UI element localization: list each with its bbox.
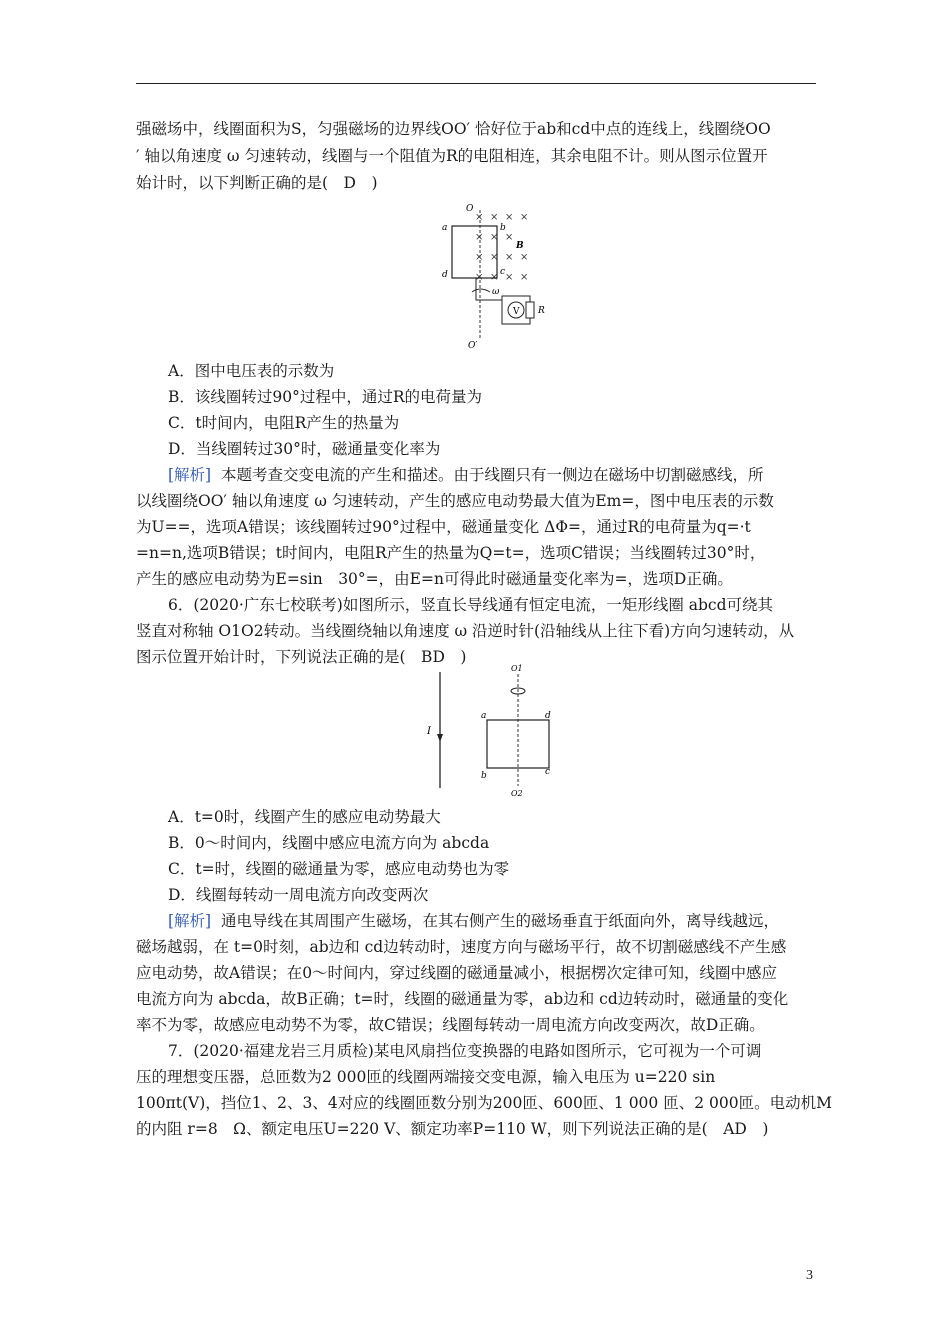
q6-stem-line-2: 竖直对称轴 O1O2转动。当线圈绕轴以角速度 ω 沿逆时针(沿轴线从上往下看)方向匀速转动，从 <box>136 622 795 640</box>
label-i: I <box>427 726 431 737</box>
q5-option-d: D．当线圈转过30°时，磁通量变化率为 <box>168 440 441 458</box>
label-a6: a <box>481 711 487 721</box>
q6-analysis-line-1 <box>168 910 779 932</box>
q5-stem-line-3: 始计时，以下判断正确的是( D ) <box>136 174 378 192</box>
q6-option-a: A．t=0时，线圈产生的感应电动势最大 <box>168 808 441 826</box>
q7-stem-line-4: 的内阻 r=8 Ω、额定电压U=220 V、额定功率P=110 W，则下列说法正确的是( AD ) <box>136 1120 769 1138</box>
label-c6: c <box>545 767 551 777</box>
q7-stem-line-2: 压的理想变压器，总匝数为2 000匝的线圈两端接交变电源，输入电压为 u=220 sin <box>136 1068 716 1086</box>
q7-stem-line-1: 7．(2020·福建龙岩三月质检)某电风扇挡位变换器的电路如图所示，它可视为一个可调 <box>168 1042 762 1060</box>
label-b: b <box>500 223 506 233</box>
svg-text:×: × <box>520 272 529 283</box>
svg-text:×: × <box>520 252 529 263</box>
label-r: R <box>538 306 545 316</box>
q6-analysis-tag: [解析] <box>168 912 212 930</box>
q6-option-d: D．线圈每转动一周电流方向改变两次 <box>168 886 429 904</box>
q6-option-c: C．t=时，线圈的磁通量为零，感应电动势也为零 <box>168 860 510 878</box>
header-rule <box>136 83 816 84</box>
q5-analysis-line-5: 产生的感应电动势为E=sin 30°=，由E=n可得此时磁通量变化率为=，选项D正确。 <box>136 570 733 588</box>
label-v: V <box>513 307 520 317</box>
svg-text:×: × <box>475 232 484 243</box>
label-o: O <box>466 204 474 214</box>
q5-analysis-line-3: 为U==，选项A错误；该线圈转过90°过程中，磁通量变化 ΔΦ=，通过R的电荷量为q=·t <box>136 518 751 536</box>
label-b6: b <box>481 771 487 781</box>
resistor-icon <box>526 302 534 318</box>
svg-text:×: × <box>505 212 514 223</box>
svg-text:×: × <box>520 212 529 223</box>
q5-analysis-tag: [解析] <box>168 466 212 484</box>
q5-option-c: C．t时间内，电阻R产生的热量为 <box>168 414 400 432</box>
q6-analysis-line-3: 应电动势，故A错误；在0～时间内，穿过线圈的磁通量减小，根据楞次定律可知，线圈中感应 <box>136 964 778 982</box>
q7-stem-line-3: 100πt(V)，挡位1、2、3、4对应的线圈匝数分别为200匝、600匝、1 000 匝、2 000匝。电动机M <box>136 1094 832 1112</box>
rotation-arrow <box>472 289 490 292</box>
svg-text:×: × <box>475 212 484 223</box>
svg-text:×: × <box>505 252 514 263</box>
q5-analysis-line-4: =n=n,选项B错误；t时间内，电阻R产生的热量为Q=t=，选项C错误；当线圈转过30°时， <box>136 544 766 562</box>
q6-analysis-line-5: 率不为零，故感应电动势不为零，故C错误；线圈每转动一周电流方向改变两次，故D正确。 <box>136 1016 765 1034</box>
label-b-field: B <box>516 241 524 251</box>
q5-analysis-line-1 <box>168 464 763 486</box>
q6-figure <box>425 660 575 800</box>
svg-text:×: × <box>490 272 499 283</box>
q5-analysis-line-2: 以线圈绕OO′ 轴以角速度 ω 匀速转动，产生的感应电动势最大值为Em=，图中电压表的示数 <box>136 492 774 510</box>
svg-text:×: × <box>475 272 484 283</box>
label-o1: O1 <box>511 664 523 673</box>
q6-stem-line-3: 图示位置开始计时，下列说法正确的是( BD ) <box>136 648 467 666</box>
current-arrow <box>437 734 443 742</box>
q6-stem-line-1: 6．(2020·广东七校联考)如图所示，竖直长导线通有恒定电流，一矩形线圈 abcd可绕其 <box>168 596 774 614</box>
q5-stem-line-1: 强磁场中，线圈面积为S，匀强磁场的边界线OO′ 恰好位于ab和cd中点的连线上，线圈绕OO <box>136 120 771 138</box>
q5-analysis-text-1: 本题考查交变电流的产生和描述。由于线圈只有一侧边在磁场中切割磁感线，所 <box>220 466 764 484</box>
label-omega: ω <box>492 287 500 297</box>
label-o2: O2 <box>511 789 523 798</box>
q6-analysis-line-4: 电流方向为 abcda，故B正确；t=时，线圈的磁通量为零，ab边和 cd边转动时，磁通量的变化 <box>136 990 789 1008</box>
svg-text:×: × <box>490 212 499 223</box>
q5-figure <box>430 200 560 350</box>
svg-text:×: × <box>490 232 499 243</box>
label-d: d <box>442 270 448 280</box>
label-a: a <box>442 223 448 233</box>
label-o-prime: O′ <box>468 341 478 350</box>
page-number: 3 <box>806 1268 813 1283</box>
label-c: c <box>500 267 506 277</box>
svg-text:×: × <box>490 252 499 263</box>
q5-stem-line-2: ′ 轴以角速度 ω 匀速转动，线圈与一个阻值为R的电阻相连，其余电阻不计。则从图示位置开 <box>136 147 768 165</box>
q6-option-b: B．0～时间内，线圈中感应电流方向为 abcda <box>168 834 490 852</box>
svg-text:×: × <box>505 272 514 283</box>
label-d6: d <box>545 711 551 721</box>
svg-text:×: × <box>475 252 484 263</box>
q5-option-b: B．该线圈转过90°过程中，通过R的电荷量为 <box>168 388 483 406</box>
q6-analysis-line-2: 磁场越弱，在 t=0时刻，ab边和 cd边转动时，速度方向与磁场平行，故不切割磁感线不产生感 <box>136 938 787 956</box>
q5-option-a: A．图中电压表的示数为 <box>168 362 335 380</box>
q6-analysis-text-1: 通电导线在其周围产生磁场，在其右侧产生的磁场垂直于纸面向外，离导线越远， <box>220 912 779 930</box>
svg-text:×: × <box>505 232 514 243</box>
